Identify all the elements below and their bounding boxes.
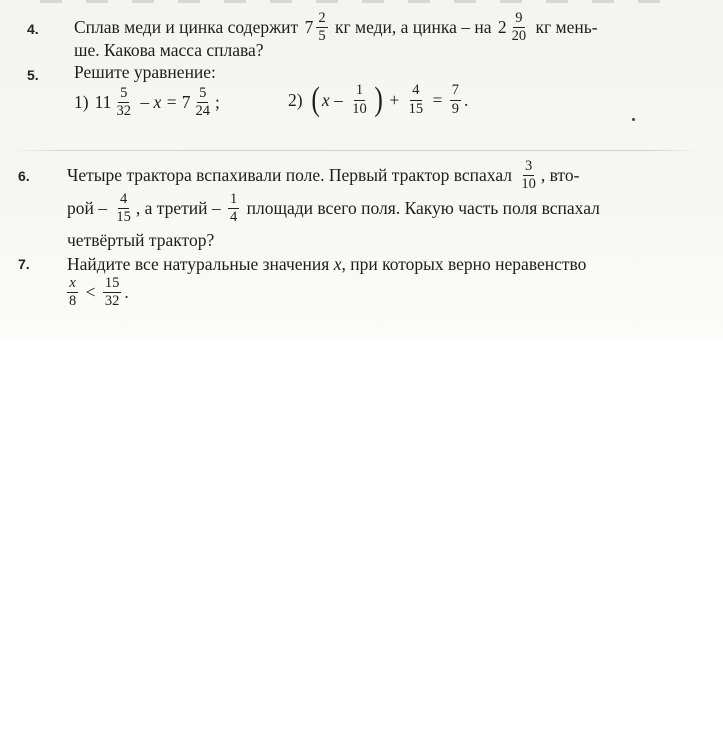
equation-1-mixed-2-whole: 7 [181, 92, 191, 113]
fraction-denominator: 24 [195, 103, 211, 120]
fraction-denominator: 4 [230, 209, 238, 226]
equation-2-label: 2) [288, 89, 303, 110]
equation-2-fraction-1 [350, 83, 369, 116]
problem-6-fraction-2 [114, 192, 133, 225]
problem-5-number: 5. [27, 67, 39, 83]
problem-7-variable: x [333, 254, 342, 274]
problem-6-line-1 [67, 159, 579, 192]
problem-4-text-c: кг мень- [531, 17, 598, 38]
equation-2-end: . [464, 89, 469, 110]
right-parenthesis: ) [374, 81, 383, 118]
fraction-denominator: 8 [69, 293, 77, 310]
equation-1-mixed-1-whole: 11 [94, 92, 112, 113]
equation-2-equals: = [428, 89, 447, 110]
stray-dot [632, 118, 635, 121]
problem-4-number: 4. [27, 21, 39, 37]
inequality-end: . [124, 282, 129, 303]
problem-4-mixed-2-whole: 2 [497, 17, 507, 38]
fraction-numerator: 1 [354, 83, 365, 100]
equation-2-plus: + [385, 89, 404, 110]
problem-6-fraction-3 [228, 192, 239, 225]
problem-6-text-b: , вто- [540, 165, 580, 186]
fraction-numerator: 4 [410, 83, 421, 100]
problem-7-inequality [64, 276, 129, 309]
problem-6-text-line-3: четвёртый трактор? [67, 230, 215, 250]
fraction-denominator: 32 [104, 293, 120, 310]
problem-6-text-e: площади всего поля. Какую часть поля вспахал [242, 198, 600, 219]
cut-off-previous-line [40, 0, 680, 3]
problem-5-instruction-text: Решите уравнение: [74, 62, 216, 82]
fraction-denominator: 15 [116, 209, 131, 226]
problem-4-mixed-1-whole: 7 [304, 17, 314, 38]
fraction-denominator: 9 [451, 100, 460, 117]
inequality-sign: < [81, 282, 100, 303]
fraction-numerator: 4 [118, 192, 129, 209]
problem-5-instruction [74, 62, 216, 83]
problem-6-line-3 [67, 230, 214, 251]
problem-7-text-b: , при которых верно неравенство [341, 254, 587, 274]
problem-4-fraction-2 [510, 11, 529, 44]
fraction-denominator: 10 [352, 100, 367, 117]
fraction-denominator: 5 [318, 28, 326, 45]
equation-2-fraction-2 [407, 83, 426, 116]
fraction-numerator: 1 [228, 192, 239, 209]
problem-5-equation-1 [74, 86, 220, 119]
problem-6-text-d: , а третий – [135, 198, 226, 219]
problem-6-text-a: Четыре трактора вспахивали поле. Первый трактор вспахал [67, 165, 517, 186]
fraction-numerator: 5 [197, 86, 208, 103]
fraction-numerator: 3 [523, 159, 534, 176]
left-parenthesis: ( [310, 81, 320, 118]
problem-7-number: 7. [18, 256, 30, 272]
inequality-fraction-1 [67, 276, 78, 309]
equation-1-end: ; [215, 92, 220, 113]
problem-7-text-a: Найдите все натуральные значения [67, 254, 334, 274]
equation-1-minus-x: – x = [135, 92, 182, 113]
problem-7-line-1 [67, 254, 586, 275]
fraction-denominator: 20 [511, 28, 527, 45]
fraction-denominator: 10 [521, 176, 536, 193]
fraction-numerator: 5 [118, 86, 129, 103]
fraction-numerator: 15 [103, 276, 122, 293]
fraction-denominator: 32 [116, 103, 131, 120]
fraction-denominator: 15 [408, 100, 424, 117]
scanned-page [0, 0, 723, 340]
problem-4-fraction-1 [316, 11, 327, 44]
problem-4-text-line-2: ше. Какова масса сплава? [74, 40, 264, 60]
inequality-fraction-2 [103, 276, 122, 309]
equation-2-x-minus: x – [321, 89, 348, 110]
problem-6-text-c: рой – [67, 198, 112, 219]
problem-6-line-2 [67, 192, 600, 225]
problem-4-text-b: кг меди, а цинка – на [330, 17, 496, 38]
fraction-numerator: 7 [450, 83, 461, 100]
problem-5-equation-2 [288, 83, 468, 117]
equation-1-fraction-2 [194, 86, 213, 119]
problem-4-text-a: Сплав меди и цинка содержит [74, 17, 303, 38]
problem-6-fraction-1 [519, 159, 538, 192]
fraction-numerator: 9 [513, 11, 524, 28]
page-divider [10, 150, 700, 151]
problem-4-line-2 [74, 40, 264, 61]
fraction-numerator: x [67, 276, 77, 293]
equation-1-fraction-1 [114, 86, 133, 119]
equation-2-fraction-3 [450, 83, 461, 116]
problem-6-number: 6. [18, 168, 30, 184]
fraction-numerator: 2 [316, 11, 327, 28]
equation-1-label: 1) [74, 92, 89, 113]
